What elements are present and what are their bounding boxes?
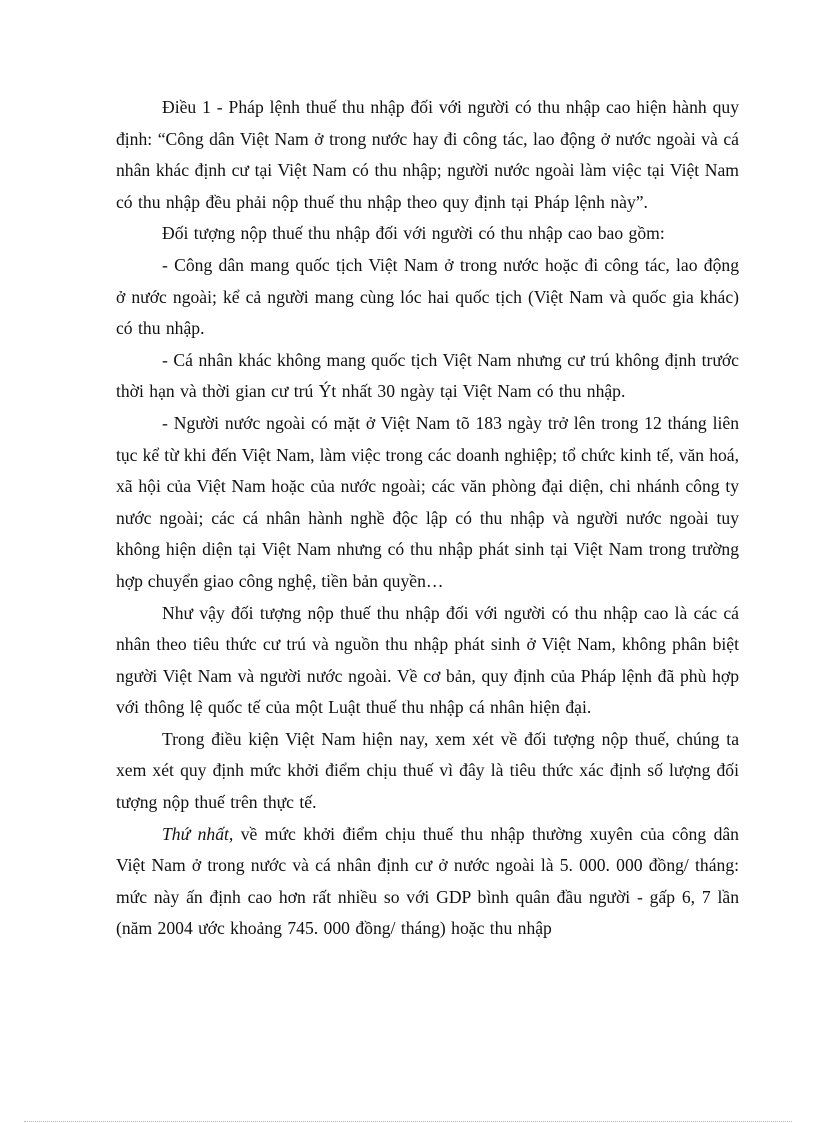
paragraph-article-1: Điều 1 - Pháp lệnh thuế thu nhập đối với người có thu nhập cao hiện hành quy định: “Công dân Việt Nam ở trong nước hay đi công tác, lao động ở nước ngoài và cá nhân khác định cư tại Việt Nam có thu nhập; người nước ngoài làm việc tại Việt Nam có thu nhập đều phải nộp thuế thu nhập theo quy định tại Pháp lệnh này”. (116, 97, 739, 212)
page-bottom-border (24, 1121, 792, 1122)
document-page (116, 92, 739, 945)
paragraph-citizens: - Công dân mang quốc tịch Việt Nam ở trong nước hoặc đi công tác, lao động ở nước ngoài; kể cả người mang cùng lóc hai quốc tịch (Việt Nam và quốc gia khác) có thu nhập. (116, 254, 739, 339)
first-point-text: về mức khởi điểm chịu thuế thu nhập thường xuyên của công dân Việt Nam ở trong nước và cá nhân định cư ở nước ngoài là 5. 000. 000 đồng/ tháng: mức này ấn định cao hơn rất nhiều so với GDP bình quân đầu người - gấp 6, 7 lần (năm 2004 ước khoảng 745. 000 đồng/ tháng) hoặc thu nhập (116, 823, 739, 939)
paragraph-non-citizens: - Cá nhân khác không mang quốc tịch Việt Nam nhưng cư trú không định trước thời hạn và thời gian cư trú Ýt nhất 30 ngày tại Việt Nam có thu nhập. (116, 349, 739, 402)
paragraph-summary: Như vậy đối tượng nộp thuế thu nhập đối với người có thu nhập cao là các cá nhân theo tiêu thức cư trú và nguồn thu nhập phát sinh ở Việt Nam, không phân biệt người Việt Nam và người nước ngoài. Về cơ bản, quy định của Pháp lệnh đã phù hợp với thông lệ quốc tế của một Luật thuế thu nhập cá nhân hiện đại. (116, 602, 739, 718)
first-point-lead: Thứ nhất, (162, 823, 234, 844)
paragraph-foreigners: - Người nước ngoài có mặt ở Việt Nam tõ 183 ngày trở lên trong 12 tháng liên tục kể từ khi đến Việt Nam, làm việc trong các doanh nghiệp; tổ chức kinh tế, văn hoá, xã hội của Việt Nam hoặc của nước ngoài; các văn phòng đại diện, chi nhánh công ty nước ngoài; các cá nhân hành nghề độc lập có thu nhập và người nước ngoài tuy không hiện diện tại Việt Nam nhưng có thu nhập phát sinh tại Việt Nam trong trường hợp chuyển giao công nghệ, tiền bản quyền… (116, 412, 739, 591)
paragraph-first-point (116, 819, 739, 945)
paragraph-conditions: Trong điều kiện Việt Nam hiện nay, xem xét về đối tượng nộp thuế, chúng ta xem xét quy định mức khởi điểm chịu thuế vì đây là tiêu thức xác định số lượng đối tượng nộp thuế trên thực tế. (116, 728, 739, 813)
paragraph-taxpayers-intro: Đối tượng nộp thuế thu nhập đối với người có thu nhập cao bao gồm: (162, 223, 665, 244)
